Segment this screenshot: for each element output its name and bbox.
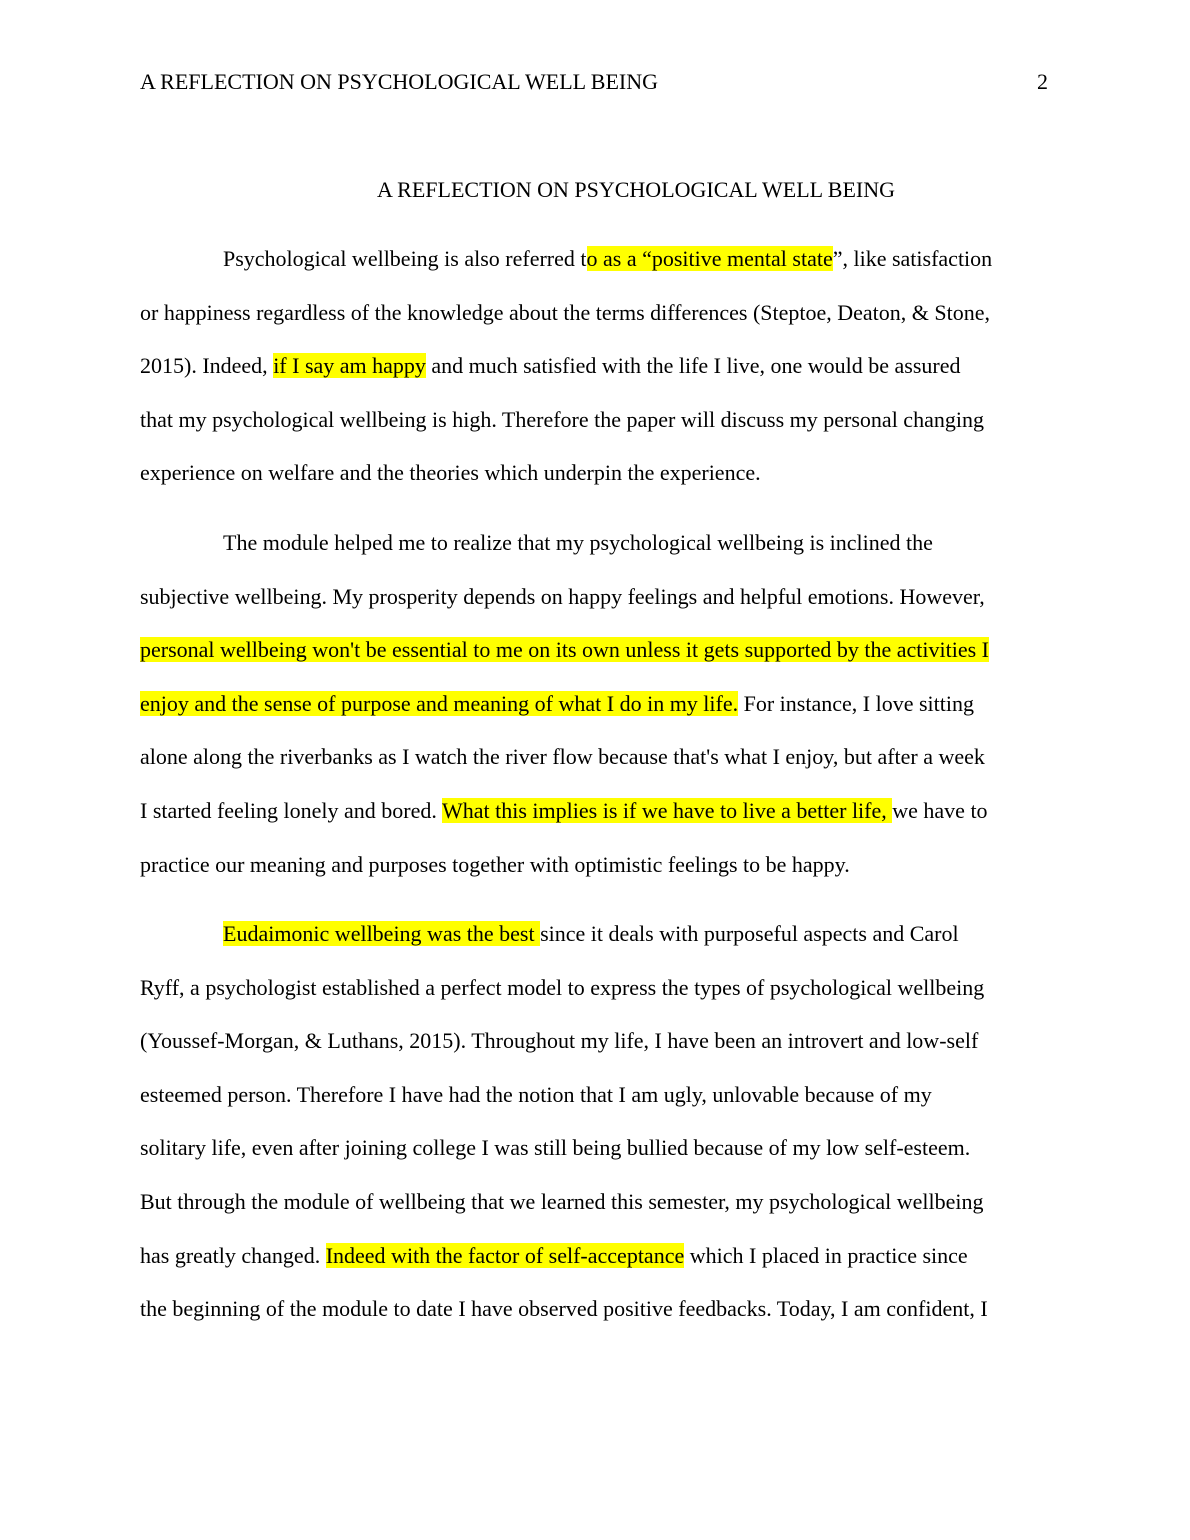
text-run: solitary life, even after joining college I was still being bullied because of my low self-esteem. [140,1135,971,1161]
highlighted-text: o as a “positive mental state [586,246,833,271]
text-line [140,690,989,744]
text-line [140,1027,988,1081]
paragraph [140,245,992,513]
highlighted-text: enjoy and the sense of purpose and meaning of what I do in my life. [140,690,739,716]
document-title: A REFLECTION ON PSYCHOLOGICAL WELL BEING [377,177,895,202]
text-line [140,583,989,637]
text-line [140,245,992,299]
text-run: which I placed in practice since [684,1242,968,1268]
text-line [140,974,988,1028]
text-line [140,1081,988,1135]
text-run: (Youssef-Morgan, & Luthans, 2015). Throughout my life, I have been an introvert and low-self [140,1028,979,1054]
highlighted-text: Indeed with the factor of self-acceptance [325,1242,685,1268]
paragraph [140,920,988,1349]
text-line [140,743,989,797]
text-line [140,636,989,690]
highlighted-text: personal wellbeing won't be essential to me on its own unless it gets supported by the activities I [140,637,989,663]
text-run: has greatly changed. [140,1242,326,1268]
text-line [140,920,988,974]
text-line [140,1295,988,1349]
text-line [140,529,989,583]
running-head: A REFLECTION ON PSYCHOLOGICAL WELL BEING [140,69,658,94]
text-run: Psychological wellbeing is also referred t [223,246,587,271]
text-run: that my psychological wellbeing is high. Therefore the paper will discuss my personal changing [140,406,984,432]
text-run: alone along the riverbanks as I watch the river flow because that's what I enjoy, but after a week [140,744,985,770]
highlighted-text: if I say am happy [273,353,426,379]
text-run: practice our meaning and purposes together with optimistic feelings to be happy. [140,851,850,877]
text-run: experience on welfare and the theories which underpin the experience. [140,460,761,486]
text-run: I started feeling lonely and bored. [140,797,442,823]
text-run: 2015). Indeed, [140,353,274,379]
text-run: esteemed person. Therefore I have had the notion that I am ugly, unlovable because of my [140,1081,932,1107]
text-line [140,406,992,460]
text-run: Ryff, a psychologist established a perfect model to express the types of psychological wellbeing [140,974,985,1000]
text-run: or happiness regardless of the knowledge about the terms differences (Steptoe, Deaton, & Stone, [140,299,991,325]
text-run: since it deals with purposeful aspects and Carol [540,921,959,946]
text-run: we have to [892,797,988,823]
highlighted-text: What this implies is if we have to live a better life, [442,797,893,823]
text-line [140,851,989,905]
text-line [140,797,989,851]
text-run: But through the module of wellbeing that we learned this semester, my psychological wellbeing [140,1188,984,1214]
text-run: For instance, I love sitting [738,690,974,716]
paragraph [140,529,989,904]
text-line [140,1188,988,1242]
text-run: The module helped me to realize that my psychological wellbeing is inclined the [223,530,933,555]
text-line [140,352,992,406]
text-line [140,1134,988,1188]
text-line [140,1242,988,1296]
highlighted-text: Eudaimonic wellbeing was the best [223,921,541,946]
text-line [140,459,992,513]
text-run: the beginning of the module to date I have observed positive feedbacks. Today, I am confident, I [140,1296,988,1322]
text-line [140,299,992,353]
text-run: ”, like satisfaction [832,246,993,271]
text-run: and much satisfied with the life I live, one would be assured [425,353,961,379]
page-number: 2 [1037,69,1048,94]
text-run: subjective wellbeing. My prosperity depends on happy feelings and helpful emotions. However, [140,583,985,609]
